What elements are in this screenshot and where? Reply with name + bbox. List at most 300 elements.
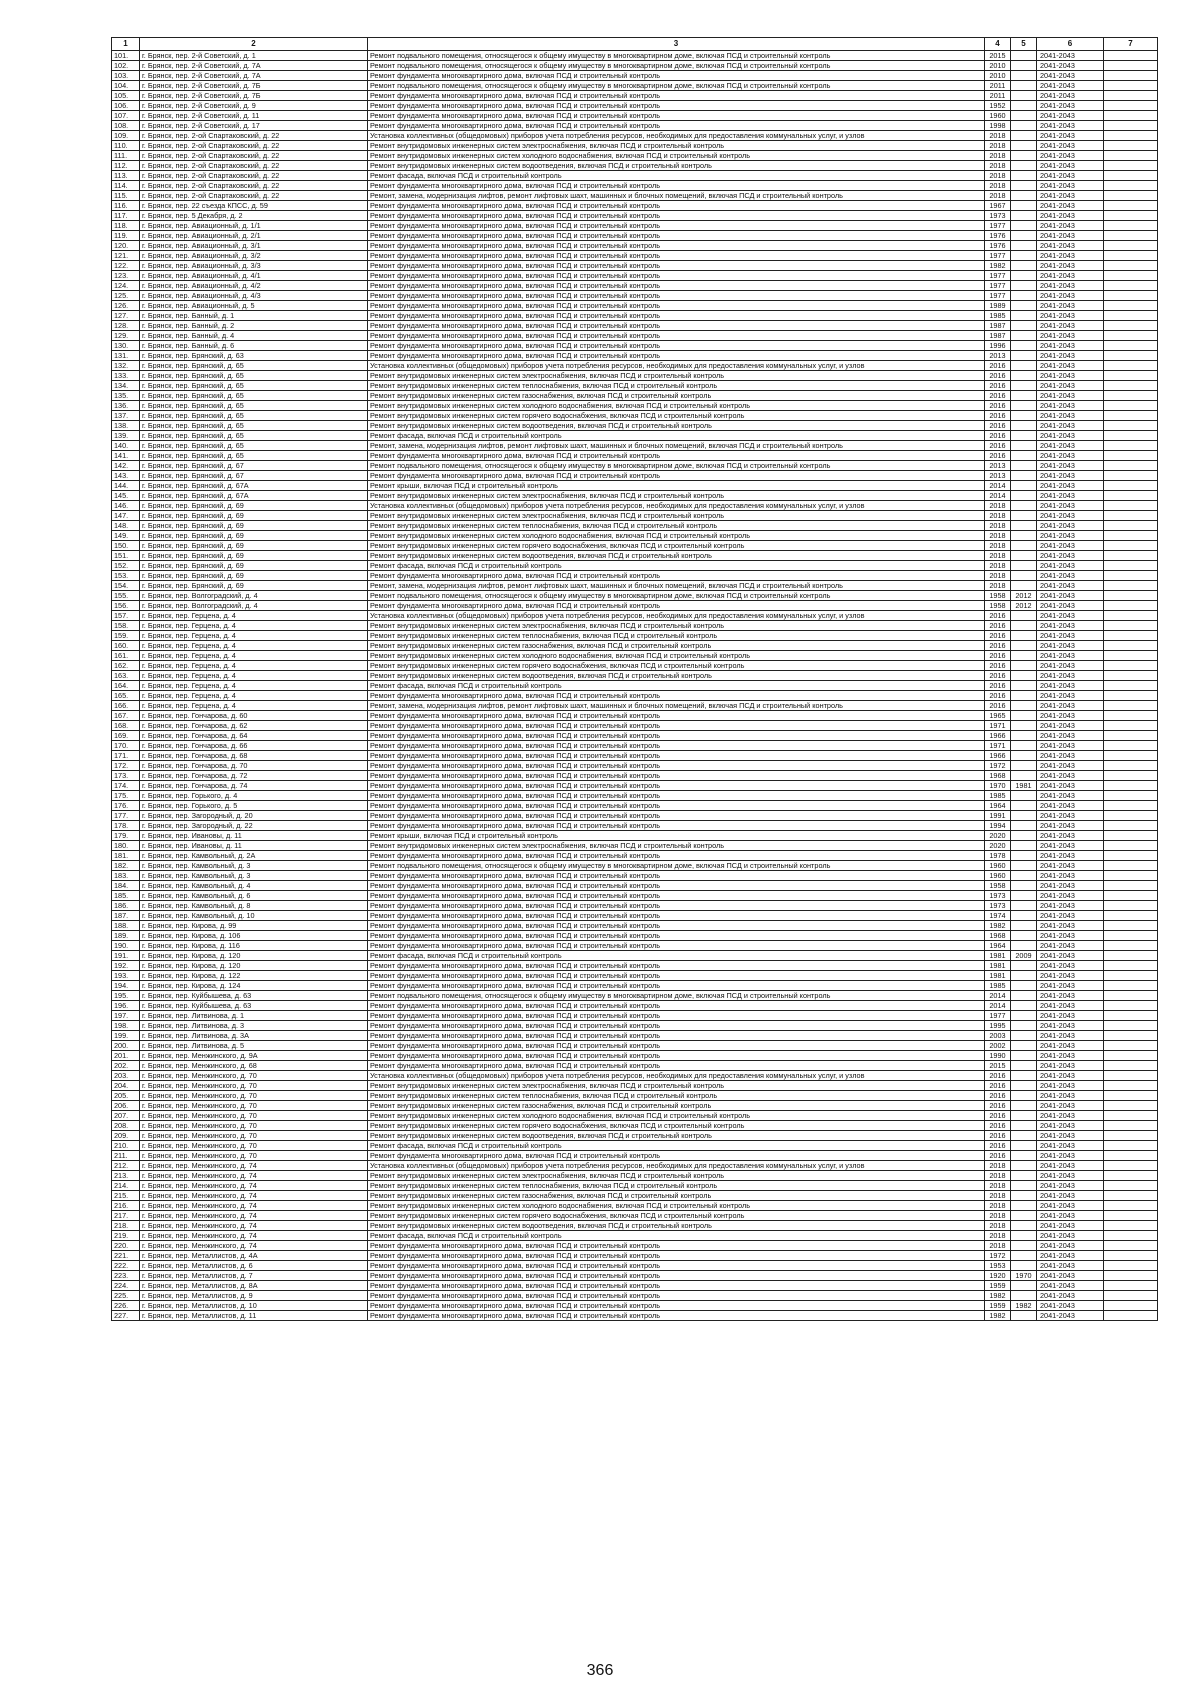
year-repair-cell xyxy=(1011,1191,1037,1201)
table-row xyxy=(112,281,1158,291)
year-repair-cell xyxy=(1011,571,1037,581)
address-cell: г. Брянск, пер. Герцена, д. 4 xyxy=(140,651,368,661)
address-cell: г. Брянск, пер. 2-ой Спартаковский, д. 22 xyxy=(140,191,368,201)
year-repair-cell xyxy=(1011,121,1037,131)
extra-cell xyxy=(1104,131,1158,141)
address-cell: г. Брянск, пер. Брянский, д. 69 xyxy=(140,521,368,531)
period-cell: 2041-2043 xyxy=(1037,1161,1104,1171)
year-repair-cell xyxy=(1011,1241,1037,1251)
year-built-cell: 1976 xyxy=(985,231,1011,241)
period-cell: 2041-2043 xyxy=(1037,1131,1104,1141)
address-cell: г. Брянск, пер. Волгоградский, д. 4 xyxy=(140,601,368,611)
work-type-cell: Ремонт внутридомовых инженерных систем электроснабжения, включая ПСД и строительный контроль xyxy=(368,511,985,521)
table-row xyxy=(112,1011,1158,1021)
extra-cell xyxy=(1104,1011,1158,1021)
table-row xyxy=(112,151,1158,161)
table-row xyxy=(112,51,1158,61)
work-type-cell: Ремонт фундамента многоквартирного дома, включая ПСД и строительный контроль xyxy=(368,901,985,911)
year-repair-cell: 1981 xyxy=(1011,781,1037,791)
year-repair-cell xyxy=(1011,181,1037,191)
row-number: 132. xyxy=(112,361,140,371)
extra-cell xyxy=(1104,621,1158,631)
table-row xyxy=(112,1101,1158,1111)
row-number: 155. xyxy=(112,591,140,601)
work-type-cell: Ремонт фундамента многоквартирного дома, включая ПСД и строительный контроль xyxy=(368,601,985,611)
address-cell: г. Брянск, пер. Волгоградский, д. 4 xyxy=(140,591,368,601)
extra-cell xyxy=(1104,581,1158,591)
table-row xyxy=(112,581,1158,591)
period-cell: 2041-2043 xyxy=(1037,1121,1104,1131)
year-repair-cell xyxy=(1011,831,1037,841)
table-row xyxy=(112,661,1158,671)
period-cell: 2041-2043 xyxy=(1037,751,1104,761)
address-cell: г. Брянск, пер. Герцена, д. 4 xyxy=(140,671,368,681)
work-type-cell: Ремонт внутридомовых инженерных систем электроснабжения, включая ПСД и строительный контроль xyxy=(368,841,985,851)
year-repair-cell xyxy=(1011,201,1037,211)
work-type-cell: Ремонт внутридомовых инженерных систем газоснабжения, включая ПСД и строительный контроль xyxy=(368,1101,985,1111)
address-cell: г. Брянск, пер. Авиационный, д. 2/1 xyxy=(140,231,368,241)
address-cell: г. Брянск, пер. 2-й Советский, д. 11 xyxy=(140,111,368,121)
year-repair-cell xyxy=(1011,961,1037,971)
year-built-cell: 2018 xyxy=(985,521,1011,531)
year-built-cell: 2010 xyxy=(985,71,1011,81)
period-cell: 2041-2043 xyxy=(1037,1221,1104,1231)
address-cell: г. Брянск, пер. Кирова, д. 124 xyxy=(140,981,368,991)
period-cell: 2041-2043 xyxy=(1037,271,1104,281)
work-type-cell: Ремонт внутридомовых инженерных систем газоснабжения, включая ПСД и строительный контроль xyxy=(368,641,985,651)
year-built-cell: 2018 xyxy=(985,181,1011,191)
row-number: 169. xyxy=(112,731,140,741)
work-type-cell: Ремонт фундамента многоквартирного дома, включая ПСД и строительный контроль xyxy=(368,1291,985,1301)
year-repair-cell xyxy=(1011,511,1037,521)
table-row xyxy=(112,1291,1158,1301)
year-built-cell: 2018 xyxy=(985,1201,1011,1211)
year-built-cell: 2016 xyxy=(985,621,1011,631)
table-row xyxy=(112,521,1158,531)
row-number: 165. xyxy=(112,691,140,701)
year-built-cell: 2016 xyxy=(985,411,1011,421)
year-built-cell: 1971 xyxy=(985,741,1011,751)
extra-cell xyxy=(1104,371,1158,381)
extra-cell xyxy=(1104,201,1158,211)
period-cell: 2041-2043 xyxy=(1037,891,1104,901)
address-cell: г. Брянск, пер. Менжинского, д. 70 xyxy=(140,1101,368,1111)
year-built-cell: 1967 xyxy=(985,201,1011,211)
year-built-cell: 2016 xyxy=(985,361,1011,371)
period-cell: 2041-2043 xyxy=(1037,681,1104,691)
year-repair-cell xyxy=(1011,261,1037,271)
table-row xyxy=(112,161,1158,171)
year-repair-cell xyxy=(1011,141,1037,151)
extra-cell xyxy=(1104,891,1158,901)
table-row xyxy=(112,821,1158,831)
extra-cell xyxy=(1104,1221,1158,1231)
address-cell: г. Брянск, пер. Менжинского, д. 74 xyxy=(140,1211,368,1221)
row-number: 210. xyxy=(112,1141,140,1151)
extra-cell xyxy=(1104,641,1158,651)
period-cell: 2041-2043 xyxy=(1037,1101,1104,1111)
table-row xyxy=(112,301,1158,311)
table-row xyxy=(112,631,1158,641)
year-repair-cell xyxy=(1011,521,1037,531)
row-number: 220. xyxy=(112,1241,140,1251)
address-cell: г. Брянск, пер. 2-й Советский, д. 7А xyxy=(140,61,368,71)
work-type-cell: Ремонт фундамента многоквартирного дома, включая ПСД и строительный контроль xyxy=(368,1001,985,1011)
year-built-cell: 2016 xyxy=(985,1101,1011,1111)
address-cell: г. Брянск, пер. Авиационный, д. 4/3 xyxy=(140,291,368,301)
year-repair-cell xyxy=(1011,971,1037,981)
address-cell: г. Брянск, пер. Горького, д. 4 xyxy=(140,791,368,801)
extra-cell xyxy=(1104,941,1158,951)
period-cell: 2041-2043 xyxy=(1037,1091,1104,1101)
table-row xyxy=(112,911,1158,921)
extra-cell xyxy=(1104,751,1158,761)
table-row xyxy=(112,371,1158,381)
extra-cell xyxy=(1104,681,1158,691)
extra-cell xyxy=(1104,1021,1158,1031)
year-built-cell: 2016 xyxy=(985,1141,1011,1151)
address-cell: г. Брянск, пер. Авиационный, д. 3/3 xyxy=(140,261,368,271)
extra-cell xyxy=(1104,951,1158,961)
row-number: 215. xyxy=(112,1191,140,1201)
work-type-cell: Ремонт фундамента многоквартирного дома, включая ПСД и строительный контроль xyxy=(368,791,985,801)
row-number: 141. xyxy=(112,451,140,461)
work-type-cell: Ремонт фундамента многоквартирного дома, включая ПСД и строительный контроль xyxy=(368,1151,985,1161)
year-repair-cell xyxy=(1011,361,1037,371)
period-cell: 2041-2043 xyxy=(1037,151,1104,161)
year-repair-cell xyxy=(1011,1141,1037,1151)
period-cell: 2041-2043 xyxy=(1037,761,1104,771)
work-type-cell: Ремонт внутридомовых инженерных систем электроснабжения, включая ПСД и строительный контроль xyxy=(368,1171,985,1181)
period-cell: 2041-2043 xyxy=(1037,1211,1104,1221)
period-cell: 2041-2043 xyxy=(1037,621,1104,631)
address-cell: г. Брянск, пер. Камвольный, д. 2А xyxy=(140,851,368,861)
year-built-cell: 1985 xyxy=(985,981,1011,991)
work-type-cell: Ремонт фундамента многоквартирного дома, включая ПСД и строительный контроль xyxy=(368,1241,985,1251)
year-built-cell: 2016 xyxy=(985,391,1011,401)
extra-cell xyxy=(1104,1231,1158,1241)
period-cell: 2041-2043 xyxy=(1037,411,1104,421)
year-built-cell: 1972 xyxy=(985,761,1011,771)
address-cell: г. Брянск, пер. Герцена, д. 4 xyxy=(140,631,368,641)
extra-cell xyxy=(1104,591,1158,601)
extra-cell xyxy=(1104,731,1158,741)
row-number: 129. xyxy=(112,331,140,341)
address-cell: г. Брянск, пер. Брянский, д. 63 xyxy=(140,351,368,361)
table-row xyxy=(112,1221,1158,1231)
work-type-cell: Ремонт подвального помещения, относящегося к общему имуществу в многоквартирном доме, включая ПСД и строительный контроль xyxy=(368,591,985,601)
work-type-cell: Ремонт внутридомовых инженерных систем горячего водоснабжения, включая ПСД и строительный контроль xyxy=(368,411,985,421)
table-row xyxy=(112,421,1158,431)
period-cell: 2041-2043 xyxy=(1037,801,1104,811)
work-type-cell: Ремонт фундамента многоквартирного дома, включая ПСД и строительный контроль xyxy=(368,311,985,321)
row-number: 138. xyxy=(112,421,140,431)
address-cell: г. Брянск, пер. Металлистов, д. 4А xyxy=(140,1251,368,1261)
period-cell: 2041-2043 xyxy=(1037,1021,1104,1031)
extra-cell xyxy=(1104,1121,1158,1131)
row-number: 135. xyxy=(112,391,140,401)
period-cell: 2041-2043 xyxy=(1037,281,1104,291)
page-number: 366 xyxy=(586,1662,614,1679)
year-built-cell: 1968 xyxy=(985,931,1011,941)
extra-cell xyxy=(1104,561,1158,571)
year-repair-cell xyxy=(1011,1151,1037,1161)
period-cell: 2041-2043 xyxy=(1037,1001,1104,1011)
work-type-cell: Ремонт фундамента многоквартирного дома, включая ПСД и строительный контроль xyxy=(368,271,985,281)
extra-cell xyxy=(1104,1311,1158,1321)
period-cell: 2041-2043 xyxy=(1037,161,1104,171)
work-type-cell: Ремонт фундамента многоквартирного дома, включая ПСД и строительный контроль xyxy=(368,921,985,931)
row-number: 207. xyxy=(112,1111,140,1121)
work-type-cell: Ремонт фундамента многоквартирного дома, включая ПСД и строительный контроль xyxy=(368,221,985,231)
address-cell: г. Брянск, пер. Литвинова, д. 5 xyxy=(140,1041,368,1051)
row-number: 149. xyxy=(112,531,140,541)
table-row xyxy=(112,621,1158,631)
period-cell: 2041-2043 xyxy=(1037,831,1104,841)
year-built-cell: 2016 xyxy=(985,701,1011,711)
period-cell: 2041-2043 xyxy=(1037,211,1104,221)
year-built-cell: 1920 xyxy=(985,1271,1011,1281)
row-number: 221. xyxy=(112,1251,140,1261)
work-type-cell: Ремонт фундамента многоквартирного дома, включая ПСД и строительный контроль xyxy=(368,281,985,291)
period-cell: 2041-2043 xyxy=(1037,441,1104,451)
table-row xyxy=(112,611,1158,621)
extra-cell xyxy=(1104,1071,1158,1081)
period-cell: 2041-2043 xyxy=(1037,1231,1104,1241)
period-cell: 2041-2043 xyxy=(1037,231,1104,241)
table-row xyxy=(112,761,1158,771)
year-built-cell: 2018 xyxy=(985,1191,1011,1201)
extra-cell xyxy=(1104,251,1158,261)
period-cell: 2041-2043 xyxy=(1037,1241,1104,1251)
year-built-cell: 1973 xyxy=(985,891,1011,901)
year-repair-cell xyxy=(1011,581,1037,591)
year-repair-cell xyxy=(1011,391,1037,401)
row-number: 214. xyxy=(112,1181,140,1191)
year-built-cell: 2016 xyxy=(985,651,1011,661)
address-cell: г. Брянск, пер. Металлистов, д. 6 xyxy=(140,1261,368,1271)
work-type-cell: Ремонт фундамента многоквартирного дома, включая ПСД и строительный контроль xyxy=(368,261,985,271)
extra-cell xyxy=(1104,81,1158,91)
period-cell: 2041-2043 xyxy=(1037,1061,1104,1071)
year-repair-cell xyxy=(1011,1161,1037,1171)
period-cell: 2041-2043 xyxy=(1037,651,1104,661)
address-cell: г. Брянск, пер. Авиационный, д. 5 xyxy=(140,301,368,311)
year-built-cell: 2016 xyxy=(985,1071,1011,1081)
table-row xyxy=(112,391,1158,401)
extra-cell xyxy=(1104,391,1158,401)
year-built-cell: 2018 xyxy=(985,151,1011,161)
address-cell: г. Брянск, пер. Менжинского, д. 70 xyxy=(140,1141,368,1151)
year-repair-cell xyxy=(1011,1181,1037,1191)
year-built-cell: 1960 xyxy=(985,111,1011,121)
year-built-cell: 1977 xyxy=(985,271,1011,281)
extra-cell xyxy=(1104,431,1158,441)
table-row xyxy=(112,1191,1158,1201)
year-built-cell: 1998 xyxy=(985,121,1011,131)
year-repair-cell xyxy=(1011,981,1037,991)
address-cell: г. Брянск, пер. 2-й Советский, д. 7Б xyxy=(140,91,368,101)
year-repair-cell xyxy=(1011,311,1037,321)
work-type-cell: Ремонт фасада, включая ПСД и строительный контроль xyxy=(368,431,985,441)
address-cell: г. Брянск, пер. Менжинского, д. 70 xyxy=(140,1091,368,1101)
table-row xyxy=(112,841,1158,851)
row-number: 158. xyxy=(112,621,140,631)
period-cell: 2041-2043 xyxy=(1037,321,1104,331)
period-cell: 2041-2043 xyxy=(1037,631,1104,641)
work-type-cell: Ремонт фундамента многоквартирного дома, включая ПСД и строительный контроль xyxy=(368,451,985,461)
extra-cell xyxy=(1104,1191,1158,1201)
extra-cell xyxy=(1104,171,1158,181)
work-type-cell: Ремонт фундамента многоквартирного дома, включая ПСД и строительный контроль xyxy=(368,1021,985,1031)
table-row xyxy=(112,711,1158,721)
period-cell: 2041-2043 xyxy=(1037,341,1104,351)
year-built-cell: 2016 xyxy=(985,1151,1011,1161)
extra-cell xyxy=(1104,221,1158,231)
table-row xyxy=(112,221,1158,231)
extra-cell xyxy=(1104,361,1158,371)
row-number: 212. xyxy=(112,1161,140,1171)
work-type-cell: Ремонт фундамента многоквартирного дома, включая ПСД и строительный контроль xyxy=(368,931,985,941)
period-cell: 2041-2043 xyxy=(1037,371,1104,381)
row-number: 186. xyxy=(112,901,140,911)
year-built-cell: 2016 xyxy=(985,401,1011,411)
year-built-cell: 1982 xyxy=(985,921,1011,931)
address-cell: г. Брянск, пер. Менжинского, д. 70 xyxy=(140,1121,368,1131)
address-cell: г. Брянск, пер. Менжинского, д. 74 xyxy=(140,1241,368,1251)
row-number: 188. xyxy=(112,921,140,931)
extra-cell xyxy=(1104,711,1158,721)
year-repair-cell xyxy=(1011,561,1037,571)
row-number: 101. xyxy=(112,51,140,61)
year-repair-cell xyxy=(1011,801,1037,811)
extra-cell xyxy=(1104,231,1158,241)
period-cell: 2041-2043 xyxy=(1037,511,1104,521)
row-number: 167. xyxy=(112,711,140,721)
work-type-cell: Ремонт внутридомовых инженерных систем водоотведения, включая ПСД и строительный контроль xyxy=(368,1131,985,1141)
address-cell: г. Брянск, пер. Авиационный, д. 1/1 xyxy=(140,221,368,231)
row-number: 119. xyxy=(112,231,140,241)
extra-cell xyxy=(1104,1051,1158,1061)
year-built-cell: 1985 xyxy=(985,791,1011,801)
work-type-cell: Ремонт внутридомовых инженерных систем теплоснабжения, включая ПСД и строительный контроль xyxy=(368,631,985,641)
work-type-cell: Ремонт внутридомовых инженерных систем теплоснабжения, включая ПСД и строительный контроль xyxy=(368,521,985,531)
year-built-cell: 2018 xyxy=(985,551,1011,561)
work-type-cell: Ремонт внутридомовых инженерных систем теплоснабжения, включая ПСД и строительный контроль xyxy=(368,381,985,391)
table-row xyxy=(112,71,1158,81)
year-repair-cell xyxy=(1011,1251,1037,1261)
period-cell: 2041-2043 xyxy=(1037,561,1104,571)
year-built-cell: 1972 xyxy=(985,1251,1011,1261)
year-built-cell: 2011 xyxy=(985,91,1011,101)
work-type-cell: Ремонт фундамента многоквартирного дома, включая ПСД и строительный контроль xyxy=(368,201,985,211)
extra-cell xyxy=(1104,441,1158,451)
extra-cell xyxy=(1104,861,1158,871)
table-body xyxy=(112,51,1158,1321)
table-row xyxy=(112,211,1158,221)
table-row xyxy=(112,1261,1158,1271)
table-row xyxy=(112,491,1158,501)
extra-cell xyxy=(1104,871,1158,881)
address-cell: г. Брянск, пер. Куйбышева, д. 63 xyxy=(140,991,368,1001)
year-repair-cell xyxy=(1011,621,1037,631)
year-repair-cell xyxy=(1011,221,1037,231)
work-type-cell: Ремонт внутридомовых инженерных систем холодного водоснабжения, включая ПСД и строительный контроль xyxy=(368,151,985,161)
address-cell: г. Брянск, пер. Камвольный, д. 8 xyxy=(140,901,368,911)
address-cell: г. Брянск, пер. Кирова, д. 122 xyxy=(140,971,368,981)
year-built-cell: 2013 xyxy=(985,461,1011,471)
work-type-cell: Ремонт, замена, модернизация лифтов, ремонт лифтовых шахт, машинных и блочных помещений, включая ПСД и строительный контроль xyxy=(368,581,985,591)
period-cell: 2041-2043 xyxy=(1037,501,1104,511)
row-number: 222. xyxy=(112,1261,140,1271)
address-cell: г. Брянск, пер. Менжинского, д. 74 xyxy=(140,1221,368,1231)
address-cell: г. Брянск, пер. Менжинского, д. 70 xyxy=(140,1081,368,1091)
year-built-cell: 2016 xyxy=(985,661,1011,671)
row-number: 195. xyxy=(112,991,140,1001)
year-built-cell: 1959 xyxy=(985,1281,1011,1291)
year-repair-cell xyxy=(1011,1061,1037,1071)
table-row xyxy=(112,1241,1158,1251)
row-number: 157. xyxy=(112,611,140,621)
extra-cell xyxy=(1104,211,1158,221)
extra-cell xyxy=(1104,831,1158,841)
table-row xyxy=(112,131,1158,141)
work-type-cell: Ремонт фундамента многоквартирного дома, включая ПСД и строительный контроль xyxy=(368,341,985,351)
year-built-cell: 2018 xyxy=(985,541,1011,551)
work-type-cell: Ремонт внутридомовых инженерных систем горячего водоснабжения, включая ПСД и строительный контроль xyxy=(368,661,985,671)
address-cell: г. Брянск, пер. Менжинского, д. 74 xyxy=(140,1191,368,1201)
year-repair-cell xyxy=(1011,151,1037,161)
address-cell: г. Брянск, пер. Брянский, д. 69 xyxy=(140,581,368,591)
period-cell: 2041-2043 xyxy=(1037,451,1104,461)
table-row xyxy=(112,561,1158,571)
period-cell: 2041-2043 xyxy=(1037,1271,1104,1281)
period-cell: 2041-2043 xyxy=(1037,1031,1104,1041)
extra-cell xyxy=(1104,631,1158,641)
work-type-cell: Ремонт внутридомовых инженерных систем электроснабжения, включая ПСД и строительный контроль xyxy=(368,621,985,631)
address-cell: г. Брянск, пер. Камвольный, д. 3 xyxy=(140,871,368,881)
work-type-cell: Ремонт фундамента многоквартирного дома, включая ПСД и строительный контроль xyxy=(368,891,985,901)
table-row xyxy=(112,811,1158,821)
row-number: 102. xyxy=(112,61,140,71)
year-built-cell: 1987 xyxy=(985,321,1011,331)
work-type-cell: Ремонт фундамента многоквартирного дома, включая ПСД и строительный контроль xyxy=(368,1311,985,1321)
extra-cell xyxy=(1104,1171,1158,1181)
header-col-4: 4 xyxy=(985,38,1011,51)
address-cell: г. Брянск, пер. Гончарова, д. 64 xyxy=(140,731,368,741)
year-built-cell: 2016 xyxy=(985,381,1011,391)
year-repair-cell: 2012 xyxy=(1011,601,1037,611)
year-repair-cell xyxy=(1011,851,1037,861)
extra-cell xyxy=(1104,761,1158,771)
address-cell: г. Брянск, пер. Менжинского, д. 70 xyxy=(140,1071,368,1081)
table-row xyxy=(112,531,1158,541)
row-number: 133. xyxy=(112,371,140,381)
row-number: 224. xyxy=(112,1281,140,1291)
year-built-cell: 2002 xyxy=(985,1041,1011,1051)
row-number: 161. xyxy=(112,651,140,661)
row-number: 106. xyxy=(112,101,140,111)
address-cell: г. Брянск, пер. Ивановы, д. 11 xyxy=(140,841,368,851)
address-cell: г. Брянск, пер. Менжинского, д. 70 xyxy=(140,1111,368,1121)
address-cell: г. Брянск, пер. Кирова, д. 116 xyxy=(140,941,368,951)
period-cell: 2041-2043 xyxy=(1037,51,1104,61)
table-row xyxy=(112,681,1158,691)
row-number: 223. xyxy=(112,1271,140,1281)
row-number: 176. xyxy=(112,801,140,811)
extra-cell xyxy=(1104,311,1158,321)
year-built-cell: 1994 xyxy=(985,821,1011,831)
